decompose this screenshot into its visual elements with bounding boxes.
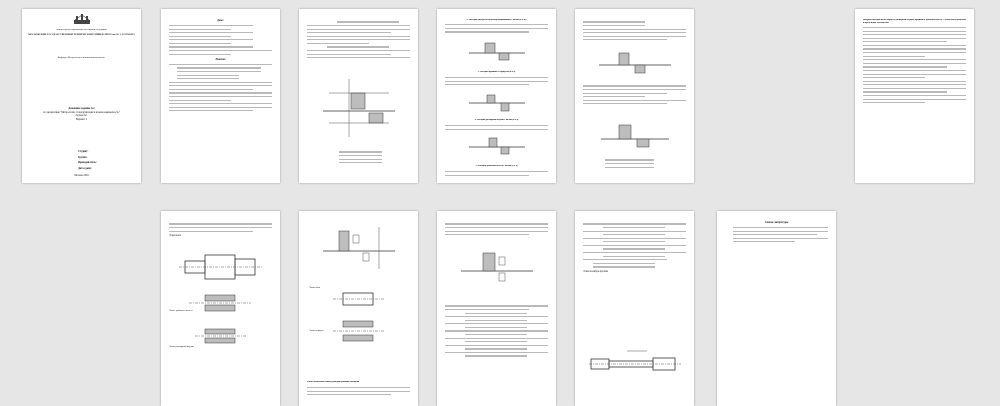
section-2-text bbox=[445, 24, 548, 32]
page-5-text-bottom bbox=[605, 157, 686, 170]
page-11-formulas bbox=[583, 223, 686, 267]
housing-sketch bbox=[329, 319, 389, 343]
sleeve-sketch bbox=[191, 327, 251, 345]
date-label: Дата сдачи: bbox=[78, 166, 92, 170]
solution-heading: Решение bbox=[215, 57, 226, 61]
group-label: Группа: bbox=[78, 155, 88, 159]
section-3-text bbox=[445, 77, 548, 85]
section-4-heading: 4. Посадка распорной втулки с валом (ø х 4) bbox=[474, 119, 519, 121]
page-5-text-top bbox=[583, 21, 686, 40]
document-page-6[interactable] bbox=[855, 9, 974, 183]
sleeve-fit-diagram bbox=[467, 135, 527, 159]
section-2-heading: 2. Посадка внутреннего кольца подшипника с валом (ø х 40) bbox=[466, 19, 527, 21]
gauge-calc-text bbox=[307, 387, 410, 395]
gear-fit-diagram bbox=[595, 49, 675, 79]
gear-sketch bbox=[185, 293, 255, 313]
references-heading: Список литературы bbox=[764, 221, 789, 224]
gauge-tolerance-diagram bbox=[319, 223, 399, 273]
document-page-1[interactable] bbox=[22, 9, 141, 183]
document-page-11[interactable] bbox=[575, 211, 694, 406]
work-title: Домашнее задание №1 bbox=[68, 107, 95, 110]
sleeve-sketch-label: Эскиз распорной втулки bbox=[169, 345, 194, 348]
document-page-4[interactable] bbox=[437, 9, 556, 183]
document-page-12[interactable] bbox=[717, 211, 836, 406]
result-text-block bbox=[339, 149, 410, 166]
clearance-diagram bbox=[597, 119, 673, 153]
document-page-5[interactable] bbox=[575, 9, 694, 183]
document-page-8[interactable] bbox=[161, 211, 280, 406]
shaft-sketch-label: Эскиз вала bbox=[169, 234, 181, 238]
cover-fit-diagram bbox=[467, 93, 527, 115]
shaft-sketch bbox=[175, 247, 267, 287]
fits-text-block bbox=[863, 27, 966, 103]
city-year: Москва 2004 bbox=[74, 174, 89, 178]
solution-text-block bbox=[169, 64, 272, 112]
section-3-heading: 3. Посадка крышки с корпусом (ø х 4) bbox=[477, 71, 516, 73]
housing-label: Эскиз корпуса bbox=[309, 329, 324, 332]
discipline-text: по дисциплине "Метрология, стандартизация и взаимозаменяемость" bbox=[43, 110, 120, 114]
gauge-calc-heading: Расчет исполнительных размеров рабочих калибров bbox=[307, 381, 360, 383]
gauge-field-diagram bbox=[457, 245, 537, 293]
task-number: Задача №1 bbox=[75, 114, 88, 118]
variant-number: Вариант 2 bbox=[75, 117, 88, 121]
university-emblem-icon bbox=[73, 13, 91, 25]
student-label: Студент: bbox=[78, 150, 89, 153]
plug-gauge-sketch bbox=[587, 343, 683, 383]
page-10-formulas bbox=[445, 303, 548, 359]
plug-gauge-label: Эскиз калибра-пробки bbox=[583, 269, 608, 273]
department-name: Кафедра «Метрология и взаимозаменяемость» bbox=[57, 56, 106, 59]
shaft-label: Эскиз вала bbox=[309, 286, 321, 289]
tolerance-field-diagram bbox=[319, 71, 399, 141]
page-5-text-mid bbox=[583, 83, 686, 107]
document-page-2[interactable] bbox=[161, 9, 280, 183]
document-page-9[interactable] bbox=[299, 211, 418, 406]
section-5-text bbox=[445, 171, 548, 176]
fits-heading: Выбрать посадки вала, корпуса, распорной втулки, крышки и зубчатого колеса. Схемы полей допусков и предельные отклонения bbox=[863, 19, 966, 24]
given-heading: Дано: bbox=[217, 19, 224, 22]
formula-text-block bbox=[307, 21, 410, 58]
university-name: МОСКОВСКИЙ ГОСУДАРСТВЕННЫЙ ТЕХНИЧЕСКИЙ УНИВЕРСИТЕТ им. Н. Э. БАУМАНА bbox=[28, 32, 135, 36]
teacher-label: Преподаватель: bbox=[78, 161, 97, 165]
section-4-text bbox=[445, 125, 548, 130]
ministry-text: Министерство образования Российской Федерации bbox=[56, 29, 107, 31]
document-page-3[interactable] bbox=[299, 9, 418, 183]
given-text-block bbox=[169, 25, 272, 55]
document-page-10[interactable] bbox=[437, 211, 556, 406]
section-5-heading: 5. Посадка зубчатого колеса с валом (ø х 4) bbox=[475, 165, 518, 167]
shaft-dimension-sketch bbox=[329, 289, 389, 309]
references-list bbox=[725, 227, 828, 243]
bearing-fit-diagram bbox=[467, 39, 527, 65]
gear-sketch-label: Эскиз зубчатого колеса bbox=[169, 309, 193, 312]
page-10-text bbox=[445, 223, 548, 235]
page-8-intro bbox=[169, 223, 272, 231]
